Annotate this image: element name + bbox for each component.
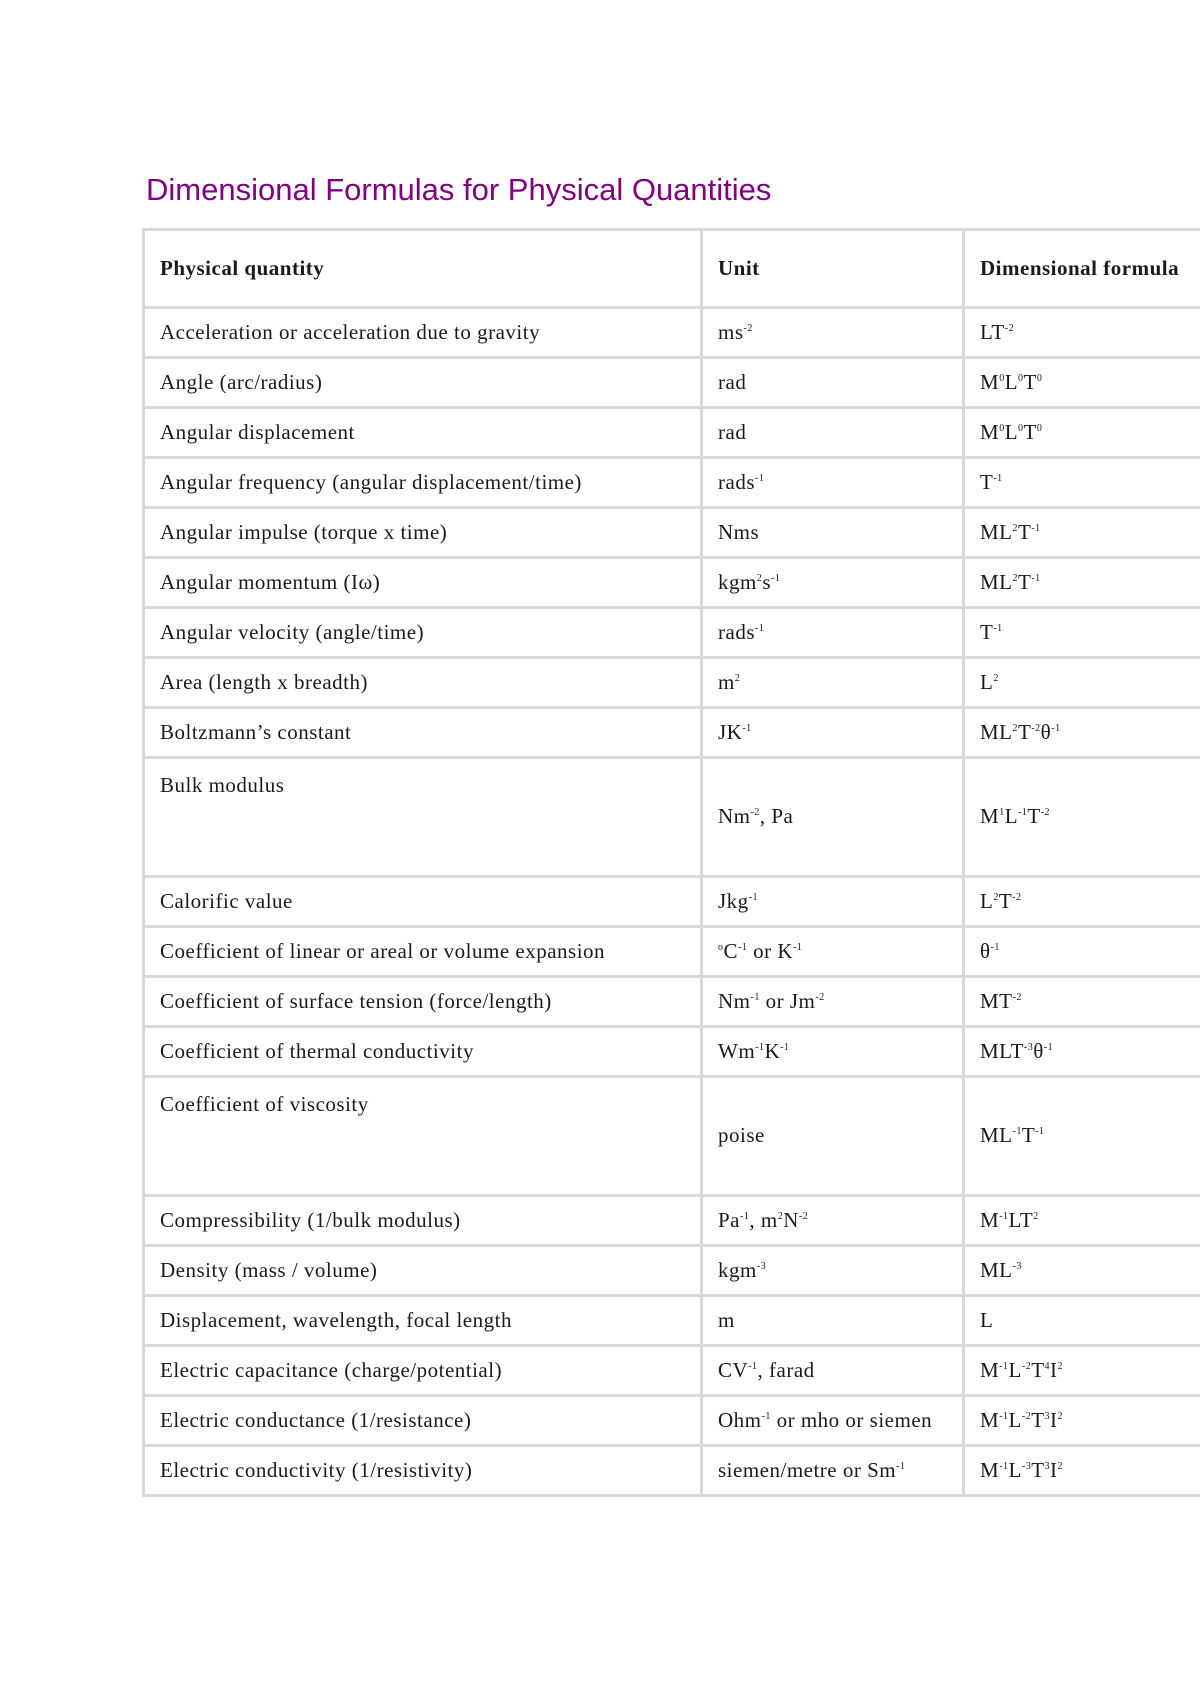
cell-physical-quantity: Angular displacement [144, 408, 702, 458]
cell-physical-quantity: Angular impulse (torque x time) [144, 508, 702, 558]
cell-dimensional-formula: $MLT^{-3}\theta^{-1}$ [964, 1027, 1200, 1077]
cell-dimensional-formula: $ML^2T^{-1}$ [964, 508, 1200, 558]
cell-unit: $CV^{-1}$, farad [702, 1346, 964, 1396]
cell-physical-quantity: Electric conductance (1/resistance) [144, 1396, 702, 1446]
table-row [144, 1196, 1200, 1246]
cell-dimensional-formula: $M^{-1}LT^2$ [964, 1196, 1200, 1246]
table-row [144, 977, 1200, 1027]
table-row [144, 708, 1200, 758]
cell-dimensional-formula: $\theta^{-1}$ [964, 927, 1200, 977]
cell-unit: $ms^{-2}$ [702, 308, 964, 358]
table-row [144, 408, 1200, 458]
cell-dimensional-formula: $ML^2T^{-2}\theta^{-1}$ [964, 708, 1200, 758]
cell-physical-quantity: Displacement, wavelength, focal length [144, 1296, 702, 1346]
header-physical-quantity: Physical quantity [144, 230, 702, 308]
cell-dimensional-formula: $LT^{-2}$ [964, 308, 1200, 358]
cell-physical-quantity: Angle (arc/radius) [144, 358, 702, 408]
cell-unit: rads$^{-1}$ [702, 458, 964, 508]
cell-dimensional-formula: $M^0L^0T^0$ [964, 358, 1200, 408]
cell-physical-quantity: Density (mass / volume) [144, 1246, 702, 1296]
table-row [144, 558, 1200, 608]
cell-dimensional-formula: $M^{-1}L^{-2}T^3I^2$ [964, 1396, 1200, 1446]
table-row [144, 458, 1200, 508]
cell-unit: $JK^{-1}$ [702, 708, 964, 758]
cell-physical-quantity: Electric capacitance (charge/potential) [144, 1346, 702, 1396]
cell-unit: $Pa^{-1}$, $m^2N^{-2}$ [702, 1196, 964, 1246]
table-header-row [144, 230, 1200, 308]
cell-physical-quantity: Coefficient of viscosity [144, 1077, 702, 1196]
header-dimensional-formula: Dimensional formula [964, 230, 1200, 308]
header-unit: Unit [702, 230, 964, 308]
table-row [144, 1346, 1200, 1396]
cell-unit: rad [702, 408, 964, 458]
cell-dimensional-formula: $M^{-1}L^{-2}T^4I^2$ [964, 1346, 1200, 1396]
cell-physical-quantity: Angular momentum (Iω) [144, 558, 702, 608]
cell-unit: $^oC^{-1}$ or $K^{-1}$ [702, 927, 964, 977]
cell-unit: rads$^{-1}$ [702, 608, 964, 658]
cell-unit: m [702, 1296, 964, 1346]
cell-unit: $Wm^{-1}K^{-1}$ [702, 1027, 964, 1077]
cell-physical-quantity: Electric conductivity (1/resistivity) [144, 1446, 702, 1496]
cell-unit: $kgm^2s^{-1}$ [702, 558, 964, 608]
table-row [144, 358, 1200, 408]
table-body [144, 308, 1200, 1496]
table-row [144, 658, 1200, 708]
cell-physical-quantity: Angular velocity (angle/time) [144, 608, 702, 658]
cell-dimensional-formula: $MT^{-2}$ [964, 977, 1200, 1027]
cell-physical-quantity: Coefficient of surface tension (force/length) [144, 977, 702, 1027]
cell-physical-quantity: Area (length x breadth) [144, 658, 702, 708]
cell-unit: poise [702, 1077, 964, 1196]
cell-dimensional-formula: $L^2$ [964, 658, 1200, 708]
table-row [144, 758, 1200, 877]
cell-unit: Nms [702, 508, 964, 558]
table-row [144, 927, 1200, 977]
cell-dimensional-formula: $M^0L^0T^0$ [964, 408, 1200, 458]
cell-dimensional-formula: L [964, 1296, 1200, 1346]
cell-physical-quantity: Bulk modulus [144, 758, 702, 877]
cell-physical-quantity: Coefficient of thermal conductivity [144, 1027, 702, 1077]
cell-unit: kgm$^{-3}$ [702, 1246, 964, 1296]
cell-dimensional-formula: $M^1L^{-1}T^{-2}$ [964, 758, 1200, 877]
cell-physical-quantity: Coefficient of linear or areal or volume expansion [144, 927, 702, 977]
cell-unit: Jkg$^{-1}$ [702, 877, 964, 927]
table-row [144, 1027, 1200, 1077]
cell-physical-quantity: Calorific value [144, 877, 702, 927]
cell-dimensional-formula: $ML^2T^{-1}$ [964, 558, 1200, 608]
cell-unit: siemen/metre or $Sm^{-1}$ [702, 1446, 964, 1496]
cell-physical-quantity: Angular frequency (angular displacement/time) [144, 458, 702, 508]
page-title: Dimensional Formulas for Physical Quantities [146, 172, 772, 207]
cell-dimensional-formula: $T^{-1}$ [964, 608, 1200, 658]
cell-dimensional-formula: $ML^{-3}$ [964, 1246, 1200, 1296]
cell-physical-quantity: Compressibility (1/bulk modulus) [144, 1196, 702, 1246]
cell-unit: $Nm^{-2}$, Pa [702, 758, 964, 877]
table-row [144, 308, 1200, 358]
cell-dimensional-formula: $ML^{-1}T^{-1}$ [964, 1077, 1200, 1196]
table-row [144, 877, 1200, 927]
table-row [144, 1446, 1200, 1496]
cell-dimensional-formula: $L^2T^{-2}$ [964, 877, 1200, 927]
table-row [144, 1296, 1200, 1346]
cell-unit: Ohm$^{-1}$ or mho or siemen [702, 1396, 964, 1446]
table-row [144, 608, 1200, 658]
cell-physical-quantity: Boltzmann’s constant [144, 708, 702, 758]
cell-dimensional-formula: $M^{-1}L^{-3}T^3I^2$ [964, 1446, 1200, 1496]
cell-dimensional-formula: $T^{-1}$ [964, 458, 1200, 508]
table-row [144, 508, 1200, 558]
cell-unit: $m^2$ [702, 658, 964, 708]
table-row [144, 1396, 1200, 1446]
table-row [144, 1077, 1200, 1196]
cell-unit: $Nm^{-1}$ or $Jm^{-2}$ [702, 977, 964, 1027]
table-row [144, 1246, 1200, 1296]
dimensional-formula-table [142, 228, 1200, 1497]
cell-physical-quantity: Acceleration or acceleration due to gravity [144, 308, 702, 358]
cell-unit: rad [702, 358, 964, 408]
